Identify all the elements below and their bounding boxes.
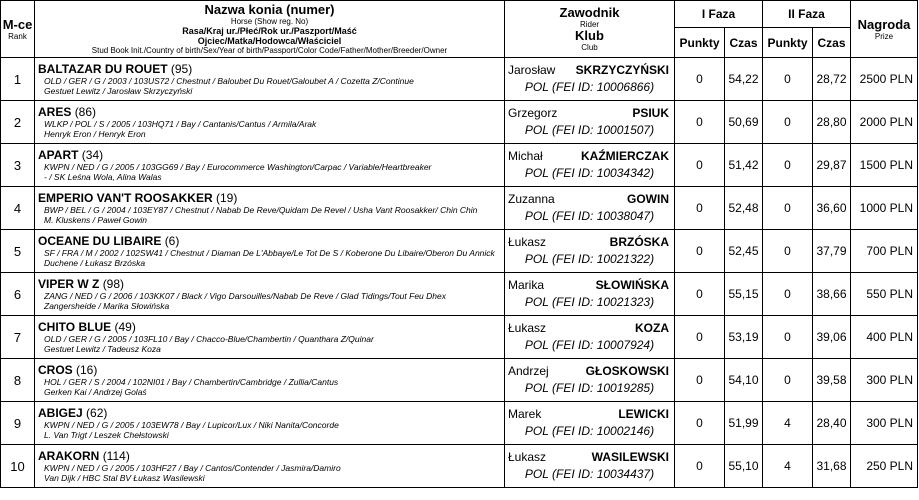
rider-club: POL (FEI ID: 10001507) [524,123,655,137]
horse-header [35,1,505,58]
rider-cell [505,230,675,273]
rider-name [508,63,671,77]
rider-name [508,106,671,120]
horse-cell [35,187,505,230]
horse-breeder-owner: L. Van Trigt / Leszek Chełstowski [44,430,169,440]
table-row [1,144,918,187]
prize-cell: 550 PLN [851,273,918,316]
horse-breeder-owner: Van Dijk / HBC Stal BV Łukasz Wasilewski [44,473,205,483]
phase1-points: 0 [675,101,725,144]
horse-name-line [38,449,501,463]
phase1-points-header: Punkty [675,28,725,58]
rider-name [508,192,671,206]
rider-club: POL (FEI ID: 10019285) [524,381,655,395]
prize-cell: 250 PLN [851,445,918,488]
rider-cell [505,316,675,359]
rider-first-name: Łukasz [508,235,547,249]
horse-cell [35,273,505,316]
horse-number: (98) [102,277,125,291]
rank-cell: 10 [1,445,35,488]
phase1-points: 0 [675,402,725,445]
prize-cell: 300 PLN [851,359,918,402]
table-row [1,273,918,316]
rider-first-name: Grzegorz [508,106,558,120]
rider-last-name: SŁOWIŃSKA [595,278,669,292]
phase1-time: 54,10 [725,359,763,402]
rider-name [508,149,671,163]
horse-cell [35,445,505,488]
rider-club: POL (FEI ID: 10034342) [524,166,655,180]
phase2-points: 0 [763,230,813,273]
horse-name-line [38,191,501,205]
horse-header-line5: Stud Book Init./Country of birth/Sex/Year of birth/Passport/Color Code/Father/Mother/Breeder/Owner [91,46,448,55]
horse-name-line [38,234,501,248]
rider-name [508,235,671,249]
rank-cell: 1 [1,58,35,101]
rider-first-name: Marika [508,278,545,292]
phase1-time: 54,22 [725,58,763,101]
horse-details: KWPN / NED / G / 2005 / 103EW78 / Bay / Lupicor/Lux / Niki Nanita/Concorde [44,420,339,430]
rider-club: POL (FEI ID: 10002146) [524,424,655,438]
rider-first-name: Łukasz [508,321,547,335]
horse-details: HOL / GER / S / 2004 / 102NI01 / Bay / Chambertin/Cambridge / Zullia/Cantus [44,377,339,387]
horse-cell [35,316,505,359]
rider-club: POL (FEI ID: 10038047) [524,209,655,223]
rider-name [508,321,671,335]
phase1-points: 0 [675,58,725,101]
rank-cell: 6 [1,273,35,316]
phase1-points: 0 [675,273,725,316]
horse-number: (34) [81,148,104,162]
prize-cell: 2500 PLN [851,58,918,101]
rank-cell: 3 [1,144,35,187]
horse-details: KWPN / NED / G / 2005 / 103GG69 / Bay / Eurocommerce Washington/Carpac / Variable/Heartbreaker [44,162,432,172]
horse-number: (114) [102,449,130,463]
phase2-points: 4 [763,402,813,445]
horse-header-line3: Rasa/Kraj ur./Płeć/Rok ur./Paszport/Maść [182,26,357,36]
rider-first-name: Marek [508,407,542,421]
horse-name: EMPERIO VAN'T ROOSAKKER [38,191,213,205]
horse-number: (49) [114,320,136,334]
rider-name [508,407,671,421]
horse-name: ARES [38,105,72,119]
rider-cell [505,101,675,144]
rider-name [508,364,671,378]
horse-name-line [38,320,501,334]
table-row [1,187,918,230]
horse-details: OLD / GER / G / 2005 / 103FL10 / Bay / Chacco-Blue/Chambertin / Quanthara Z/Quinar [44,334,374,344]
rank-cell: 9 [1,402,35,445]
phase1-time: 52,45 [725,230,763,273]
rider-first-name: Jarosław [508,63,556,77]
rank-cell: 5 [1,230,35,273]
horse-number: (86) [74,105,97,119]
phase1-points: 0 [675,144,725,187]
table-row [1,316,918,359]
table-row [1,359,918,402]
horse-name-line [38,277,501,291]
rider-cell [505,359,675,402]
rider-last-name: LEWICKI [618,407,669,421]
horse-number: (95) [170,62,193,76]
table-row [1,101,918,144]
prize-cell: 700 PLN [851,230,918,273]
horse-name: ABIGEJ [38,406,83,420]
rider-header-title: Zawodnik [559,5,620,20]
horse-cell [35,58,505,101]
rank-cell: 7 [1,316,35,359]
rider-first-name: Łukasz [508,450,547,464]
horse-cell [35,144,505,187]
horse-name-line [38,363,501,377]
rider-club: POL (FEI ID: 10034437) [524,467,655,481]
horse-name: ARAKORN [38,449,100,463]
horse-header-line4: Ojciec/Matka/Hodowca/Właściciel [197,36,342,46]
rank-header [1,1,35,58]
table-row [1,402,918,445]
phase1-points: 0 [675,230,725,273]
phase1-points: 0 [675,187,725,230]
rank-cell: 2 [1,101,35,144]
horse-name: BALTAZAR DU ROUET [38,62,168,76]
phase2-header: II Faza [763,1,851,28]
rider-last-name: SKRZYCZYŃSKI [575,63,669,77]
header-row-top [1,1,918,28]
horse-cell [35,402,505,445]
table-row [1,58,918,101]
horse-header-en: Horse (Show reg. No) [230,17,309,26]
rider-header-en: Rider [579,20,600,29]
horse-name: CHITO BLUE [38,320,112,334]
phase2-points: 0 [763,58,813,101]
phase2-time: 28,40 [813,402,851,445]
phase1-time: 55,10 [725,445,763,488]
prize-cell: 300 PLN [851,402,918,445]
rank-cell: 8 [1,359,35,402]
phase1-points: 0 [675,445,725,488]
rider-club: POL (FEI ID: 10007924) [524,338,655,352]
rider-first-name: Andrzej [508,364,549,378]
rider-last-name: GŁOSKOWSKI [585,364,669,378]
table-row [1,230,918,273]
rider-name [508,278,671,292]
rider-name [508,450,671,464]
phase1-time: 53,19 [725,316,763,359]
phase2-points: 0 [763,187,813,230]
prize-cell: 400 PLN [851,316,918,359]
rider-last-name: BRZÓSKA [609,235,669,249]
phase2-points: 0 [763,316,813,359]
phase2-time: 36,60 [813,187,851,230]
phase2-time: 31,68 [813,445,851,488]
horse-name-line [38,148,501,162]
rank-cell: 4 [1,187,35,230]
rider-cell [505,144,675,187]
horse-name: CROS [38,363,73,377]
phase2-points: 0 [763,101,813,144]
horse-details: KWPN / NED / G / 2005 / 103HF27 / Bay / Cantos/Contender / Jasmira/Damiro [44,463,341,473]
horse-name-line [38,406,501,420]
phase2-points-header: Punkty [763,28,813,58]
horse-breeder-owner: Gestuet Lewitz / Tadeusz Koza [44,344,161,354]
rider-header [505,1,675,58]
phase2-points: 0 [763,359,813,402]
prize-header-title: Nagroda [857,16,911,32]
rank-header-en: Rank [8,31,27,41]
horse-breeder-owner: Henryk Eron / Henryk Eron [44,129,146,139]
horse-details: OLD / GER / G / 2003 / 103US72 / Chestnut / Baloubet Du Rouet/Galoubet A / Cozetta Z/Continue [44,76,414,86]
phase2-points: 4 [763,445,813,488]
phase1-time-header: Czas [725,28,763,58]
phase1-points: 0 [675,359,725,402]
prize-header-en: Prize [874,31,894,41]
phase1-points: 0 [675,316,725,359]
phase1-time: 55,15 [725,273,763,316]
phase2-time: 28,72 [813,58,851,101]
prize-header [851,1,918,58]
phase2-time: 29,87 [813,144,851,187]
phase1-time: 50,69 [725,101,763,144]
rider-last-name: WASILEWSKI [591,450,669,464]
phase1-header: I Faza [675,1,763,28]
horse-details: SF / FRA / M / 2002 / 102SW41 / Chestnut / Diaman De L'Abbaye/Le Tot De S / Koberone Du Libaire/Oberon Du Annick Duchene / Łukasz Brzóska [44,248,495,268]
horse-name: VIPER W Z [38,277,100,291]
rider-cell [505,273,675,316]
rider-last-name: GOWIN [627,192,669,206]
phase2-time: 38,66 [813,273,851,316]
horse-number: (6) [164,234,180,248]
horse-name: OCEANE DU LIBAIRE [38,234,162,248]
rider-cell [505,58,675,101]
horse-breeder-owner: Gerken Kai / Andrzej Golaś [44,387,147,397]
horse-details: ZANG / NED / G / 2006 / 103KK07 / Black / Vigo Darsouilles/Nabab De Reve / Glad Tidings/Tout Feu Dhex [44,291,446,301]
horse-breeder-owner: M. Kluskens / Paweł Gowin [44,215,147,225]
phase1-time: 52,48 [725,187,763,230]
club-header-title: Klub [575,28,604,43]
rider-cell [505,402,675,445]
rider-cell [505,445,675,488]
phase1-time: 51,99 [725,402,763,445]
rider-club: POL (FEI ID: 10021323) [524,295,655,309]
horse-breeder-owner: Zangersheide / Marika Słowińska [44,301,170,311]
phase2-time: 28,80 [813,101,851,144]
phase2-points: 0 [763,144,813,187]
phase2-time: 37,79 [813,230,851,273]
horse-details: WLKP / POL / S / 2005 / 103HQ71 / Bay / Cantanis/Cantus / Armila/Arak [44,119,317,129]
horse-name-line [38,105,501,119]
horse-cell [35,230,505,273]
rider-club: POL (FEI ID: 10006866) [524,80,655,94]
prize-cell: 1000 PLN [851,187,918,230]
phase2-time: 39,06 [813,316,851,359]
horse-number: (16) [76,363,98,377]
rider-last-name: PSIUK [632,106,669,120]
rank-header-label: M-ce [2,16,33,32]
rider-first-name: Michał [508,149,543,163]
prize-cell: 1500 PLN [851,144,918,187]
horse-header-title: Nazwa konia (numer) [204,2,335,17]
results-body [1,58,918,488]
phase2-time: 39,58 [813,359,851,402]
horse-number: (19) [216,191,238,205]
phase1-time: 51,42 [725,144,763,187]
horse-details: BWP / BEL / G / 2004 / 103EY87 / Chestnut / Nabab De Reve/Quidam De Revel / Usha Vant Roosakker/ Chin Chin [44,205,478,215]
rider-last-name: KAŹMIERCZAK [581,149,669,163]
phase2-time-header: Czas [813,28,851,58]
rider-club: POL (FEI ID: 10021322) [524,252,655,266]
horse-name-line [38,62,501,76]
horse-cell [35,101,505,144]
horse-breeder-owner: Gestuet Lewitz / Jarosław Skrzyczyński [44,86,193,96]
prize-cell: 2000 PLN [851,101,918,144]
club-header-en: Club [581,43,598,52]
rider-first-name: Zuzanna [508,192,555,206]
horse-cell [35,359,505,402]
phase2-points: 0 [763,273,813,316]
horse-number: (62) [86,406,108,420]
rider-cell [505,187,675,230]
table-row [1,445,918,488]
rider-last-name: KOZA [635,321,669,335]
horse-breeder-owner: - / SK Leśna Wola, Alina Walas [44,172,162,182]
horse-name: APART [38,148,79,162]
